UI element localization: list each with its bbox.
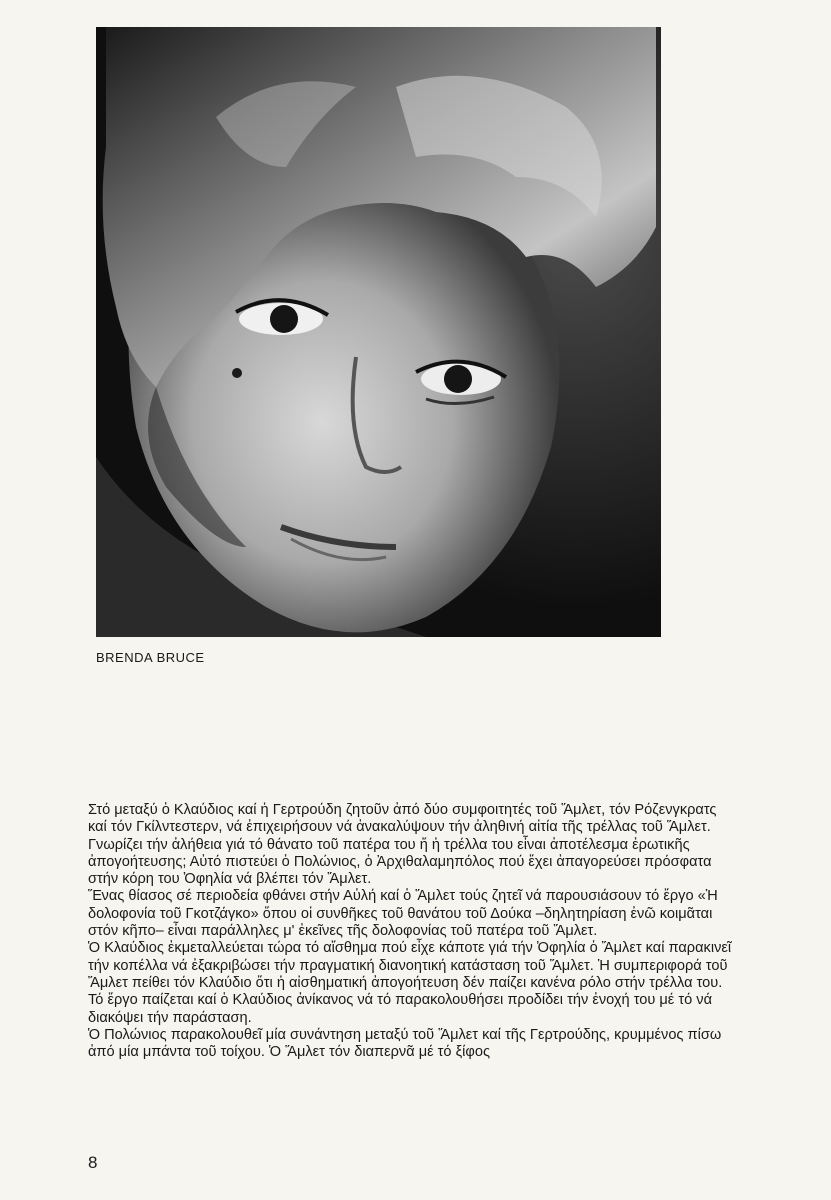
paragraph: Στό μεταξύ ὁ Κλαύδιος καί ἡ Γερτρούδη ζητοῦν ἀπό δύο συμφοιτητές τοῦ Ἅμλετ, τόν Ρόζενγκρατς καί τόν Γκίλντεστερν, νά ἐπιχειρήσουν νά ἀνακαλύψουν τήν ἀληθινή αἰτία τῆς τρέλλας τοῦ Ἅμλετ. Γνωρίζει τήν ἀλήθεια γιά τό θάνατο τοῦ πατέρα του ἤ ἡ τρέλλα του εἶναι ἀποτέλεσμα ἐρωτικῆς ἀπογοήτευσης; Αὐτό πιστεύει ὁ Πολώνιος, ὁ Ἀρχιθαλαμηπόλος πού ἔχει ἀπαγορεύσει πρόσφατα στήν κόρη του Ὀφηλία νά βλέπει τόν Ἅμλετ. [88, 802, 717, 888]
paragraph: Ὁ Κλαύδιος ἐκμεταλλεύεται τώρα τό αἴσθημα πού εἶχε κάποτε γιά τήν Ὀφηλία ὁ Ἅμλετ καί παρακινεῖ τήν κοπέλλα νά ἐξακριβώσει τήν πραγματική διανοητική κατάσταση τοῦ Ἅμλετ. Ἡ συμπεριφορά τοῦ Ἅμλετ πείθει τόν Κλαύδιο ὅτι ἡ αἰσθηματική ἀπογοήτευση δέν παίζει κανένα ρόλο στήν τρέλλα του. Τό ἔργο παίζεται καί ὁ Κλαύδιος ἀνίκανος νά τό παρακολουθήσει προδίδει τήν ἐνοχή του μέ τό νά διακόψει τήν παράσταση. [88, 940, 732, 1026]
paragraph: Ἕνας θίασος σέ περιοδεία φθάνει στήν Αὐλή καί ὁ Ἅμλετ τούς ζητεῖ νά παρουσιάσουν τό ἔργο «Ἡ δολοφονία τοῦ Γκοτζάγκο» ὅπου οἱ συνθῆκες τοῦ θανάτου τοῦ Δούκα –δηλητηρίαση ἐνῶ κοιμᾶται στόν κῆπο– εἶναι παράλληλες μ' ἐκεῖνες τῆς δολοφονίας τοῦ πατέρα τοῦ Ἅμλετ. [88, 888, 718, 940]
portrait-photo [96, 27, 661, 637]
paragraph: Ὁ Πολώνιος παρακολουθεῖ μία συνάντηση μεταξύ τοῦ Ἅμλετ καί τῆς Γερτρούδης, κρυμμένος πίσω ἀπό μία μπάντα τοῦ τοίχου. Ὁ Ἅμλετ τόν διαπερνᾶ μέ τό ξίφος [88, 1026, 722, 1061]
photo-caption: BRENDA BRUCE [96, 650, 205, 665]
article-body [88, 802, 738, 1061]
portrait-photo-graphic [96, 27, 661, 637]
page-number: 8 [88, 1153, 98, 1172]
